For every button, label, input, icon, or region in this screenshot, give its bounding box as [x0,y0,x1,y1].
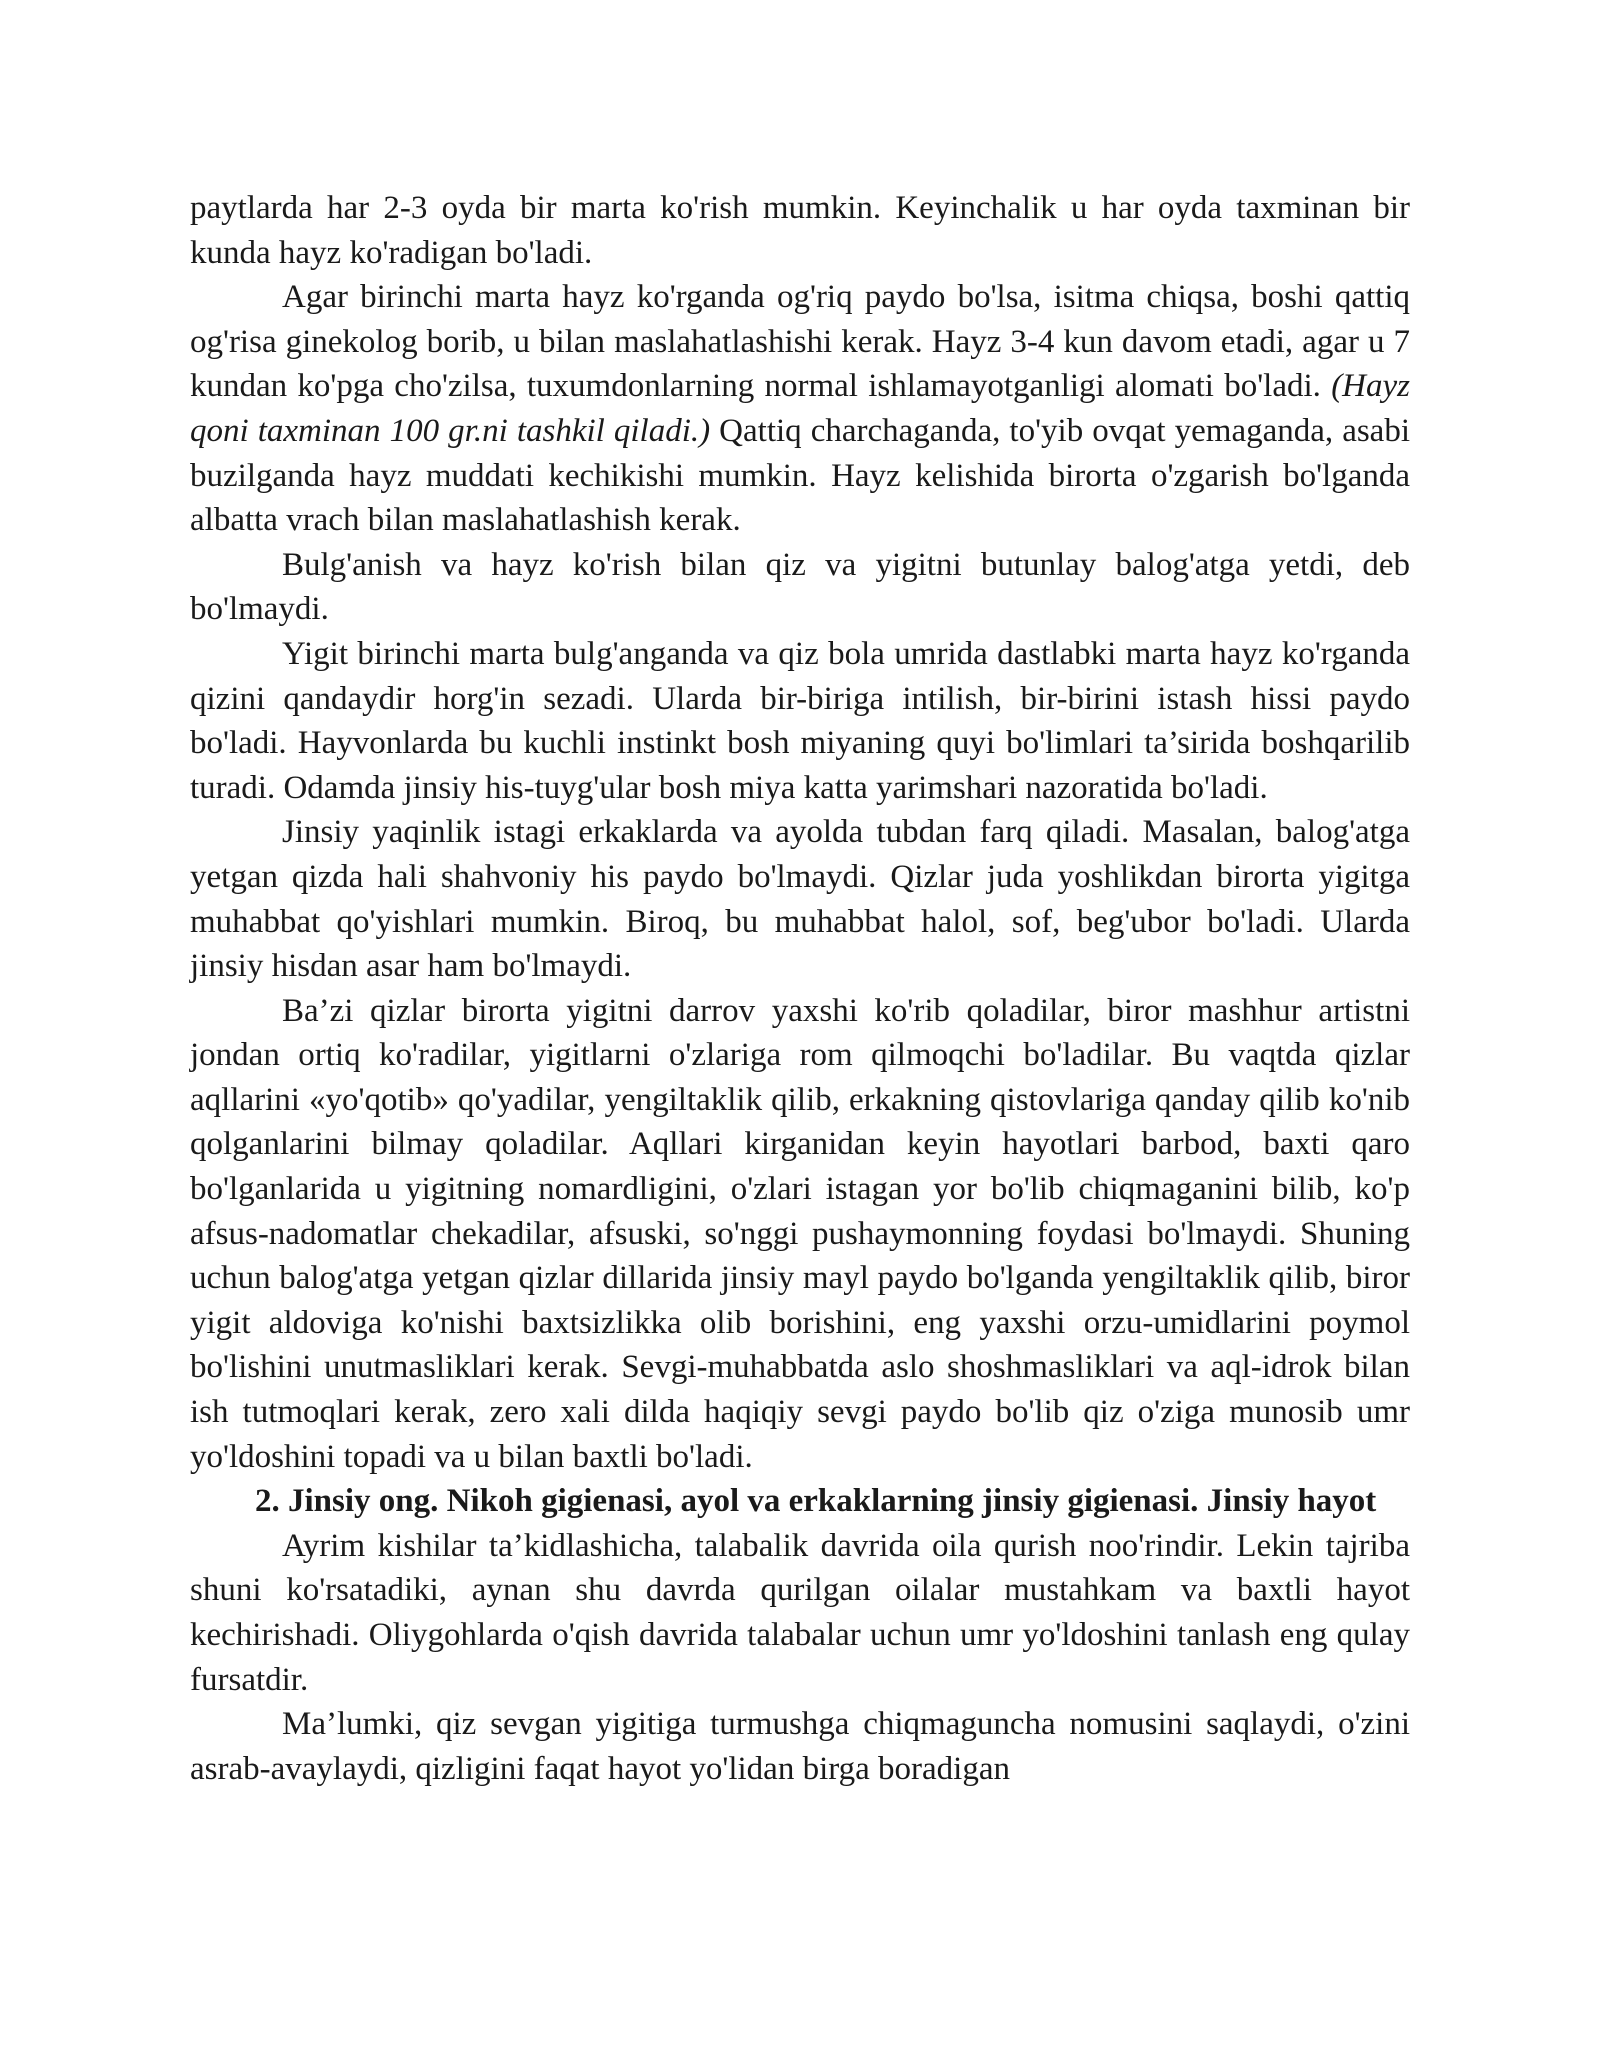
section-heading: 2. Jinsiy ong. Nikoh gigienasi, ayol va erkaklarning jinsiy gigienasi. Jinsiy hayot [255,1483,1377,1520]
document-page [190,186,1410,1791]
paragraph-text: Qattiq charchaganda, to'yib ovqat yemaganda, asabi buzilganda hayz muddati kechikishi mumkin. Hayz kelishida birorta o'zgarish bo'lganda albatta vrach bilan maslahatlashish kerak. [190,412,1410,539]
paragraph-student-marriage: Ayrim kishilar ta’kidlashicha, talabalik davrida oila qurish noo'rindir. Lekin tajriba shuni ko'rsatadiki, aynan shu davrda qurilgan oilalar mustahkam va baxtli hayot kechirishadi. Oliygohlarda o'qish davrida talabalar uchun umr yo'ldoshini tanlash eng qulay fursatdir. [190,1527,1410,1698]
paragraph-warning: Ba’zi qizlar birorta yigitni darrov yaxshi ko'rib qoladilar, biror mashhur artistni jondan ortiq ko'radilar, yigitlarni o'zlariga rom qilmoqchi bo'ladilar. Bu vaqtda qizlar aqllarini «yo'qotib» qo'yadilar, yengiltaklik qilib, erkakning qistovlariga qanday qilib ko'nib qolganlarini bilmay qoladilar. Aqllari kirganidan keyin hayotlari barbod, baxti qaro bo'lganlarida u yigitning nomardligini, o'zlari istagan yor bo'lib chiqmaganini bilib, ko'p afsus-nadomatlar chekadilar, afsuski, so'nggi pushaymonning foydasi bo'lmaydi. Shuning uchun balog'atga yetgan qizlar dillarida jinsiy mayl paydo bo'lganda yengiltaklik qilib, biror yigit aldoviga ko'nishi baxtsizlikka olib borishini, eng yaxshi orzu-umidlarini poymol bo'lishini unutmasliklari kerak. Sevgi-muhabbatda aslo shoshmasliklari va aql-idrok bilan ish tutmoqlari kerak, zero xali dilda haqiqiy sevgi paydo bo'lib qiz o'ziga munosib umr yo'ldoshini topadi va u bilan baxtli bo'ladi. [190,992,1410,1475]
paragraph-honor: Ma’lumki, qiz sevgan yigitiga turmushga chiqmaguncha nomusini saqlaydi, o'zini asrab-avaylaydi, qizligini faqat hayot yo'lidan birga boradigan [190,1706,1410,1787]
paragraph-menstruation-advice [190,275,1410,543]
paragraph-differences: Jinsiy yaqinlik istagi erkaklarda va ayolda tubdan farq qiladi. Masalan, balog'atga yetgan qizda hali shahvoniy his paydo bo'lmaydi. Qizlar juda yoshlikdan birorta yigitga muhabbat qo'yishlari mumkin. Biroq, bu muhabbat halol, sof, beg'ubor bo'ladi. Ularda jinsiy hisdan asar ham bo'lmaydi. [190,814,1410,985]
italic-note: (Hayz qoni taxminan 100 gr.ni tashkil qiladi.) [190,368,1410,449]
paragraph-text: Agar birinchi marta hayz ko'rganda og'riq paydo bo'lsa, isitma chiqsa, boshi qattiq og'risa ginekolog borib, u bilan maslahatlashishi kerak. Hayz 3-4 kun davom etadi, agar u 7 kundan ko'pga cho'zilsa, tuxumdonlarning normal ishlamayotganligi alomati bo'ladi. [190,279,1410,405]
paragraph-maturity: Bulg'anish va hayz ko'rish bilan qiz va yigitni butunlay balog'atga yetdi, deb bo'lmaydi. [190,546,1410,628]
paragraph-continuation: paytlarda har 2-3 oyda bir marta ko'rish mumkin. Keyinchalik u har oyda taxminan bir kunda hayz ko'radigan bo'ladi. [190,190,1410,271]
paragraph-attraction: Yigit birinchi marta bulg'anganda va qiz bola umrida dastlabki marta hayz ko'rganda qizini qandaydir horg'in sezadi. Ularda bir-biriga intilish, bir-birini istash hissi paydo bo'ladi. Hayvonlarda bu kuchli instinkt bosh miyaning quyi bo'limlari ta’sirida boshqarilib turadi. Odamda jinsiy his-tuyg'ular bosh miya katta yarimshari nazoratida bo'ladi. [190,635,1410,806]
